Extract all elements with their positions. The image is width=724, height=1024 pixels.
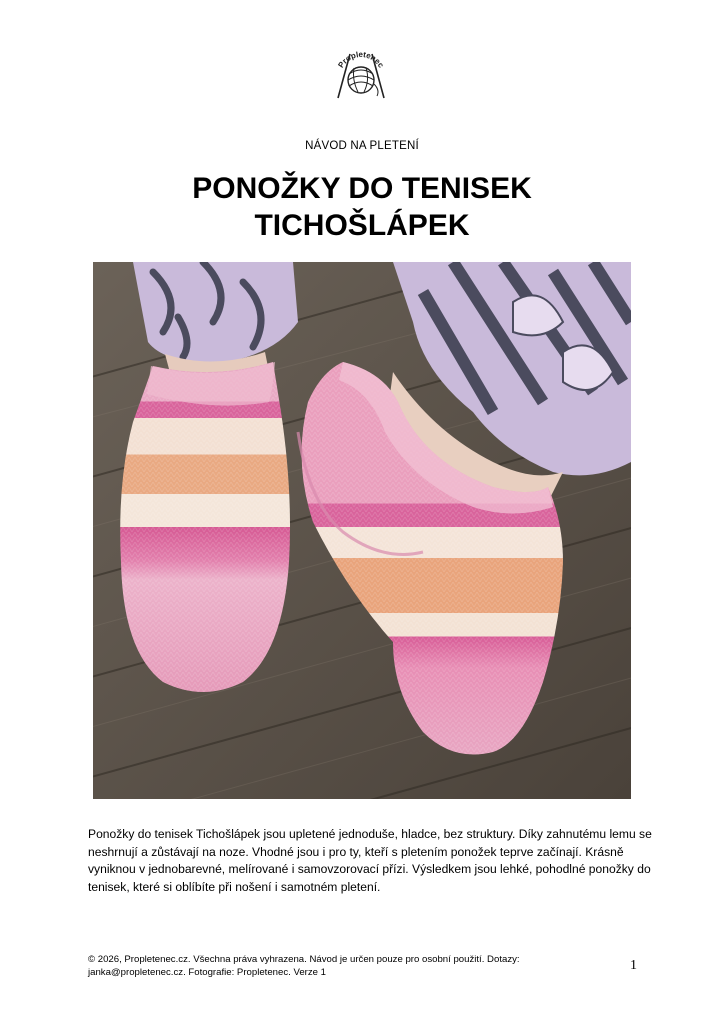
document-title bbox=[0, 170, 724, 244]
document-kicker: NÁVOD NA PLETENÍ bbox=[305, 140, 419, 152]
page-number: 1 bbox=[630, 958, 637, 973]
sock-photo bbox=[93, 262, 631, 799]
title-line-1: PONOŽKY DO TENISEK bbox=[192, 172, 532, 205]
title-line-2: TICHOŠLÁPEK bbox=[254, 209, 470, 242]
propletenec-logo bbox=[330, 44, 392, 102]
copyright-footer: © 2026, Propletenec.cz. Všechna práva vyhrazena. Návod je určen pouze pro osobní použití. Dotazy: janka@propletenec.cz. Fotografie: Propletenec. Verze 1 bbox=[88, 954, 520, 978]
intro-paragraph: Ponožky do tenisek Tichošlápek jsou upletené jednoduše, hladce, bez struktury. Díky zahnutému lemu se neshrnují a zůstávají na noze. Vhodné jsou i pro ty, kteří s pletením ponožek teprve začínají. Krásně vyniknou v jednobarevné, melírované i samovzorovací přízi. Výsledkem jsou lehké, pohodlné ponožky do tenisek, které si oblíbíte při nošení i samotném pletení. bbox=[88, 827, 652, 894]
logo-text: Propletenec bbox=[336, 49, 386, 70]
